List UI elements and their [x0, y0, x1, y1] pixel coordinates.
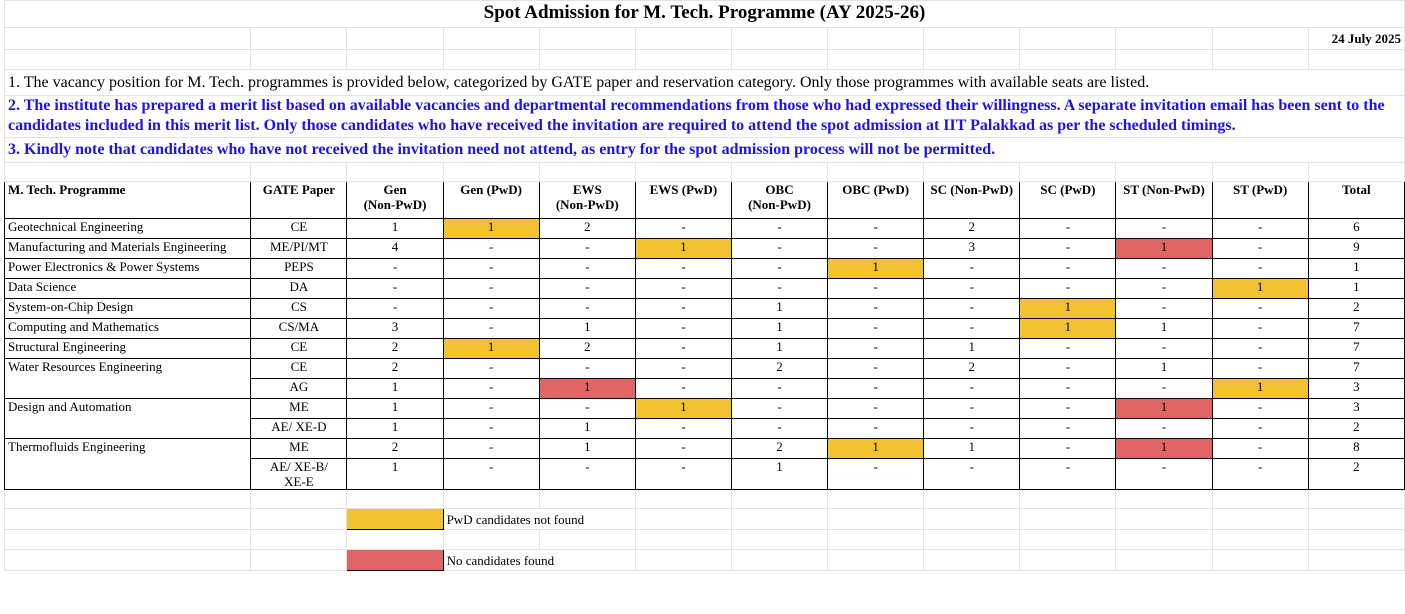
cell-gen-pwd: 1: [443, 339, 539, 359]
legend-swatch-red: [347, 550, 443, 571]
gate-paper: CS: [251, 299, 347, 319]
cell-total: 7: [1308, 339, 1404, 359]
cell-obc-pwd: -: [828, 399, 924, 419]
table-row: [5, 399, 1405, 419]
cell-obc-pwd: 1: [828, 439, 924, 459]
gate-paper: ME: [251, 399, 347, 419]
cell-ews-pwd: -: [635, 359, 731, 379]
gate-paper: ME: [251, 439, 347, 459]
cell-total: 7: [1308, 359, 1404, 379]
cell-gen: 1: [347, 379, 443, 399]
legend-row-pwd: [5, 509, 1405, 530]
cell-st-pwd: 1: [1212, 279, 1308, 299]
cell-gen: 2: [347, 359, 443, 379]
legend-swatch-yellow: [347, 509, 443, 530]
cell-obc-pwd: -: [828, 239, 924, 259]
cell-ews-pwd: -: [635, 419, 731, 439]
cell-ews: 1: [539, 439, 635, 459]
cell-gen: 1: [347, 219, 443, 239]
cell-gen: -: [347, 299, 443, 319]
note-entry-restriction: 3. Kindly note that candidates who have not received the invitation need not attend, as entry for the spot admission process will not be permitted.: [5, 138, 1405, 163]
table-row: [5, 219, 1405, 239]
programme-name: Geotechnical Engineering: [5, 219, 251, 239]
legend-row-none: [5, 550, 1405, 571]
cell-st: -: [1116, 259, 1212, 279]
cell-gen: -: [347, 259, 443, 279]
cell-obc-pwd: -: [828, 219, 924, 239]
cell-ews: -: [539, 259, 635, 279]
cell-ews: -: [539, 359, 635, 379]
cell-ews-pwd: -: [635, 299, 731, 319]
cell-sc: -: [924, 279, 1020, 299]
cell-sc-pwd: -: [1020, 419, 1116, 439]
programme-name: Design and Automation: [5, 399, 251, 439]
cell-gen: 4: [347, 239, 443, 259]
cell-obc: 1: [731, 299, 827, 319]
cell-sc-pwd: -: [1020, 259, 1116, 279]
programme-name: Power Electronics & Power Systems: [5, 259, 251, 279]
cell-st: -: [1116, 279, 1212, 299]
gate-paper: AE/ XE-D: [251, 419, 347, 439]
cell-st-pwd: 1: [1212, 379, 1308, 399]
cell-obc: -: [731, 379, 827, 399]
cell-gen-pwd: -: [443, 419, 539, 439]
cell-gen-pwd: -: [443, 299, 539, 319]
header-st-pwd: ST (PwD): [1212, 182, 1308, 219]
cell-ews: -: [539, 279, 635, 299]
cell-total: 1: [1308, 279, 1404, 299]
cell-ews: 1: [539, 379, 635, 399]
cell-st-pwd: -: [1212, 399, 1308, 419]
table-header: [5, 182, 1405, 219]
cell-obc: -: [731, 279, 827, 299]
programme-name: Structural Engineering: [5, 339, 251, 359]
cell-sc-pwd: -: [1020, 339, 1116, 359]
cell-ews: 1: [539, 419, 635, 439]
cell-st-pwd: -: [1212, 339, 1308, 359]
cell-total: 7: [1308, 319, 1404, 339]
cell-obc: -: [731, 259, 827, 279]
cell-obc-pwd: -: [828, 379, 924, 399]
cell-obc: 2: [731, 439, 827, 459]
cell-gen-pwd: -: [443, 259, 539, 279]
cell-gen-pwd: -: [443, 439, 539, 459]
gate-paper: PEPS: [251, 259, 347, 279]
cell-sc: -: [924, 419, 1020, 439]
spreadsheet: [4, 0, 1405, 571]
cell-st: 1: [1116, 399, 1212, 419]
cell-ews-pwd: -: [635, 459, 731, 490]
cell-total: 6: [1308, 219, 1404, 239]
gate-paper: CE: [251, 359, 347, 379]
programme-name: System-on-Chip Design: [5, 299, 251, 319]
cell-gen-pwd: -: [443, 459, 539, 490]
cell-obc: 1: [731, 459, 827, 490]
cell-st-pwd: -: [1212, 259, 1308, 279]
cell-st: -: [1116, 299, 1212, 319]
cell-sc-pwd: -: [1020, 379, 1116, 399]
cell-st: 1: [1116, 319, 1212, 339]
table-row: [5, 259, 1405, 279]
cell-st-pwd: -: [1212, 359, 1308, 379]
cell-gen: 3: [347, 319, 443, 339]
header-programme: M. Tech. Programme: [5, 182, 251, 219]
legend-no-candidates: No candidates found: [443, 550, 635, 571]
cell-gen: -: [347, 279, 443, 299]
gate-paper: AG: [251, 379, 347, 399]
cell-st: -: [1116, 459, 1212, 490]
cell-gen-pwd: -: [443, 279, 539, 299]
cell-obc-pwd: -: [828, 419, 924, 439]
cell-st: -: [1116, 379, 1212, 399]
cell-ews-pwd: -: [635, 379, 731, 399]
header-gate-paper: GATE Paper: [251, 182, 347, 219]
cell-obc: -: [731, 239, 827, 259]
cell-obc: 1: [731, 319, 827, 339]
programme-name: Manufacturing and Materials Engineering: [5, 239, 251, 259]
cell-st-pwd: -: [1212, 419, 1308, 439]
cell-gen: 1: [347, 419, 443, 439]
cell-obc-pwd: -: [828, 279, 924, 299]
cell-sc-pwd: -: [1020, 439, 1116, 459]
cell-obc-pwd: -: [828, 359, 924, 379]
header-ews: EWS (Non-PwD): [539, 182, 635, 219]
cell-st-pwd: -: [1212, 459, 1308, 490]
cell-gen-pwd: 1: [443, 219, 539, 239]
cell-st-pwd: -: [1212, 319, 1308, 339]
cell-obc-pwd: -: [828, 459, 924, 490]
cell-sc-pwd: -: [1020, 219, 1116, 239]
cell-sc: 1: [924, 439, 1020, 459]
table-row: [5, 339, 1405, 359]
cell-ews-pwd: -: [635, 319, 731, 339]
legend-pwd-not-found: PwD candidates not found: [443, 509, 635, 530]
cell-gen: 2: [347, 339, 443, 359]
cell-obc: 1: [731, 339, 827, 359]
cell-sc-pwd: -: [1020, 399, 1116, 419]
cell-gen-pwd: -: [443, 379, 539, 399]
cell-gen-pwd: -: [443, 399, 539, 419]
cell-gen-pwd: -: [443, 239, 539, 259]
cell-sc: -: [924, 379, 1020, 399]
table-row: [5, 299, 1405, 319]
cell-total: 3: [1308, 379, 1404, 399]
gate-paper: DA: [251, 279, 347, 299]
cell-sc-pwd: -: [1020, 459, 1116, 490]
cell-total: 2: [1308, 299, 1404, 319]
gate-paper: CE: [251, 219, 347, 239]
programme-name: Data Science: [5, 279, 251, 299]
cell-total: 9: [1308, 239, 1404, 259]
cell-st-pwd: -: [1212, 239, 1308, 259]
cell-total: 2: [1308, 459, 1404, 490]
cell-obc-pwd: -: [828, 339, 924, 359]
header-sc: SC (Non-PwD): [924, 182, 1020, 219]
cell-gen-pwd: -: [443, 319, 539, 339]
cell-sc: 2: [924, 219, 1020, 239]
cell-sc: 1: [924, 339, 1020, 359]
cell-st: 1: [1116, 439, 1212, 459]
cell-obc-pwd: 1: [828, 259, 924, 279]
cell-ews: -: [539, 399, 635, 419]
gate-paper: ME/PI/MT: [251, 239, 347, 259]
cell-ews: -: [539, 239, 635, 259]
cell-ews-pwd: -: [635, 439, 731, 459]
cell-obc: 2: [731, 359, 827, 379]
cell-sc-pwd: -: [1020, 279, 1116, 299]
cell-obc: -: [731, 419, 827, 439]
page-title: Spot Admission for M. Tech. Programme (AY 2025-26): [5, 1, 1405, 28]
cell-ews-pwd: -: [635, 259, 731, 279]
cell-sc-pwd: 1: [1020, 319, 1116, 339]
cell-sc: -: [924, 459, 1020, 490]
cell-ews: 1: [539, 319, 635, 339]
cell-sc: -: [924, 259, 1020, 279]
header-ews-pwd: EWS (PwD): [635, 182, 731, 219]
table-row: [5, 439, 1405, 459]
cell-total: 3: [1308, 399, 1404, 419]
header-gen: Gen (Non-PwD): [347, 182, 443, 219]
cell-ews-pwd: -: [635, 339, 731, 359]
cell-sc-pwd: -: [1020, 359, 1116, 379]
cell-total: 2: [1308, 419, 1404, 439]
cell-obc-pwd: -: [828, 319, 924, 339]
gate-paper: AE/ XE-B/ XE-E: [251, 459, 347, 490]
cell-ews-pwd: 1: [635, 399, 731, 419]
programme-name: Thermofluids Engineering: [5, 439, 251, 490]
cell-sc-pwd: 1: [1020, 299, 1116, 319]
cell-total: 1: [1308, 259, 1404, 279]
cell-sc: -: [924, 399, 1020, 419]
cell-st: -: [1116, 339, 1212, 359]
header-sc-pwd: SC (PwD): [1020, 182, 1116, 219]
cell-st-pwd: -: [1212, 439, 1308, 459]
cell-sc: -: [924, 299, 1020, 319]
gate-paper: CE: [251, 339, 347, 359]
header-obc: OBC (Non-PwD): [731, 182, 827, 219]
cell-st: 1: [1116, 359, 1212, 379]
cell-sc: 3: [924, 239, 1020, 259]
cell-gen: 2: [347, 439, 443, 459]
cell-obc: -: [731, 219, 827, 239]
cell-ews-pwd: -: [635, 219, 731, 239]
cell-ews: 2: [539, 339, 635, 359]
cell-total: 8: [1308, 439, 1404, 459]
header-total: Total: [1308, 182, 1404, 219]
programme-name: Water Resources Engineering: [5, 359, 251, 399]
cell-st-pwd: -: [1212, 299, 1308, 319]
programme-name: Computing and Mathematics: [5, 319, 251, 339]
cell-st: -: [1116, 419, 1212, 439]
gate-paper: CS/MA: [251, 319, 347, 339]
cell-ews: -: [539, 299, 635, 319]
cell-ews: -: [539, 459, 635, 490]
cell-st: -: [1116, 219, 1212, 239]
cell-obc-pwd: -: [828, 299, 924, 319]
cell-ews: 2: [539, 219, 635, 239]
cell-st-pwd: -: [1212, 219, 1308, 239]
cell-gen: 1: [347, 399, 443, 419]
cell-obc: -: [731, 399, 827, 419]
cell-ews-pwd: 1: [635, 239, 731, 259]
header-st: ST (Non-PwD): [1116, 182, 1212, 219]
header-obc-pwd: OBC (PwD): [828, 182, 924, 219]
cell-sc-pwd: -: [1020, 239, 1116, 259]
cell-sc: 2: [924, 359, 1020, 379]
cell-gen-pwd: -: [443, 359, 539, 379]
table-row: [5, 359, 1405, 379]
cell-st: 1: [1116, 239, 1212, 259]
note-merit-list: 2. The institute has prepared a merit list based on available vacancies and departmental recommendations from those who had expressed their willingness. A separate invitation email has been sent to the candidates included in this merit list. Only those candidates who have received the invitation are required to attend the spot admission at IIT Palakkad as per the scheduled timings.: [5, 96, 1405, 138]
date-label: 24 July 2025: [1308, 28, 1404, 50]
cell-ews-pwd: -: [635, 279, 731, 299]
table-row: [5, 239, 1405, 259]
table-row: [5, 319, 1405, 339]
cell-sc: -: [924, 319, 1020, 339]
note-vacancy: 1. The vacancy position for M. Tech. programmes is provided below, categorized by GATE paper and reservation category. Only those programmes with available seats are listed.: [5, 70, 1405, 96]
table-row: [5, 279, 1405, 299]
header-gen-pwd: Gen (PwD): [443, 182, 539, 219]
cell-gen: 1: [347, 459, 443, 490]
